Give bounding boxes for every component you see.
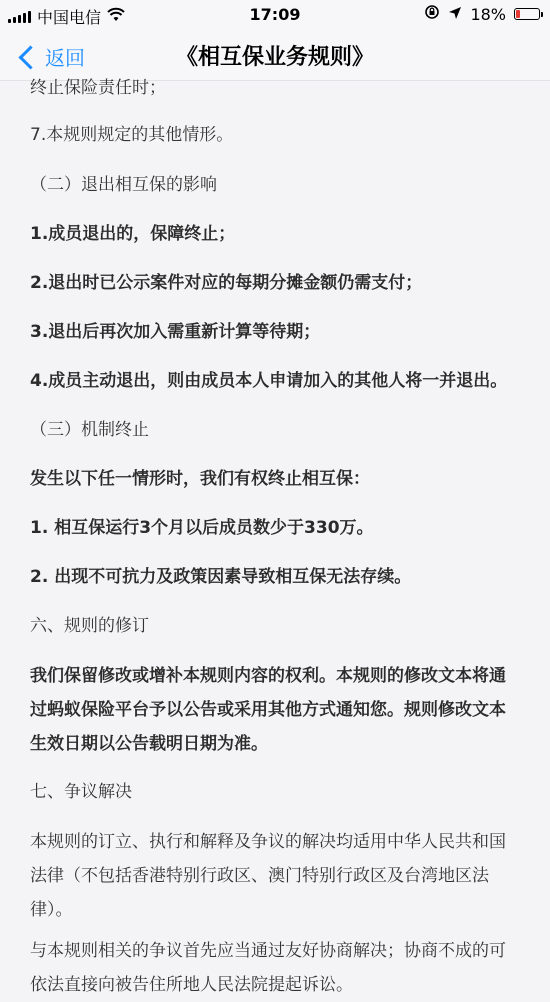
section-heading: （三）机制终止 (30, 420, 149, 440)
status-bar (0, 0, 550, 30)
paragraph-line: 过蚂蚁保险平台予以公告或采用其他方式通知您。规则修改文本 (30, 700, 506, 720)
status-right (424, 4, 540, 24)
paragraph-line: 法律（不包括香港特别行政区、澳门特别行政区及台湾地区法 (30, 866, 489, 886)
section-heading: 六、规则的修订 (30, 616, 149, 636)
paragraph-line: 与本规则相关的争议首先应当通过友好协商解决；协商不成的可 (30, 941, 506, 961)
battery-icon (514, 8, 540, 20)
paragraph-line: 终止保险责任时； (30, 78, 166, 98)
paragraph-line: 生效日期以公告载明日期为准。 (30, 734, 268, 754)
paragraph-line: 2.退出时已公示案件对应的每期分摊金额仍需支付； (30, 273, 423, 293)
section-heading: 七、争议解决 (30, 782, 132, 802)
page-title: 《相互保业务规则》 (175, 45, 374, 70)
paragraph-line: 发生以下任一情形时，我们有权终止相互保： (30, 469, 370, 489)
location-icon (448, 5, 462, 24)
paragraph-line: 2. 出现不可抗力及政策因素导致相互保无法存续。 (30, 567, 412, 587)
battery-percent: 18% (470, 4, 506, 24)
section-heading: （二）退出相互保的影响 (30, 175, 217, 195)
paragraph-line: 4.成员主动退出，则由成员本人申请加入的其他人将一并退出。 (30, 371, 508, 391)
paragraph-line: 1.成员退出的，保障终止； (30, 224, 236, 244)
carrier-label: 中国电信 (37, 8, 102, 27)
paragraph-line: 我们保留修改或增补本规则内容的权利。本规则的修改文本将通 (30, 666, 506, 686)
rotation-lock-icon (424, 4, 440, 24)
status-time: 17:09 (249, 5, 301, 24)
paragraph-line: 3.退出后再次加入需重新计算等待期； (30, 322, 321, 342)
paragraph-line: 7.本规则规定的其他情形。 (30, 125, 234, 145)
paragraph-line: 依法直接向被告住所地人民法院提起诉讼。 (30, 975, 353, 995)
battery-level (516, 10, 520, 18)
paragraph-line: 律）。 (30, 900, 73, 920)
paragraph-line: 1. 相互保运行3个月以后成员数少于330万。 (30, 518, 374, 538)
back-label: 返回 (45, 46, 85, 70)
paragraph-line: 本规则的订立、执行和解释及争议的解决均适用中华人民共和国 (30, 832, 506, 852)
rules-content[interactable] (0, 78, 550, 995)
